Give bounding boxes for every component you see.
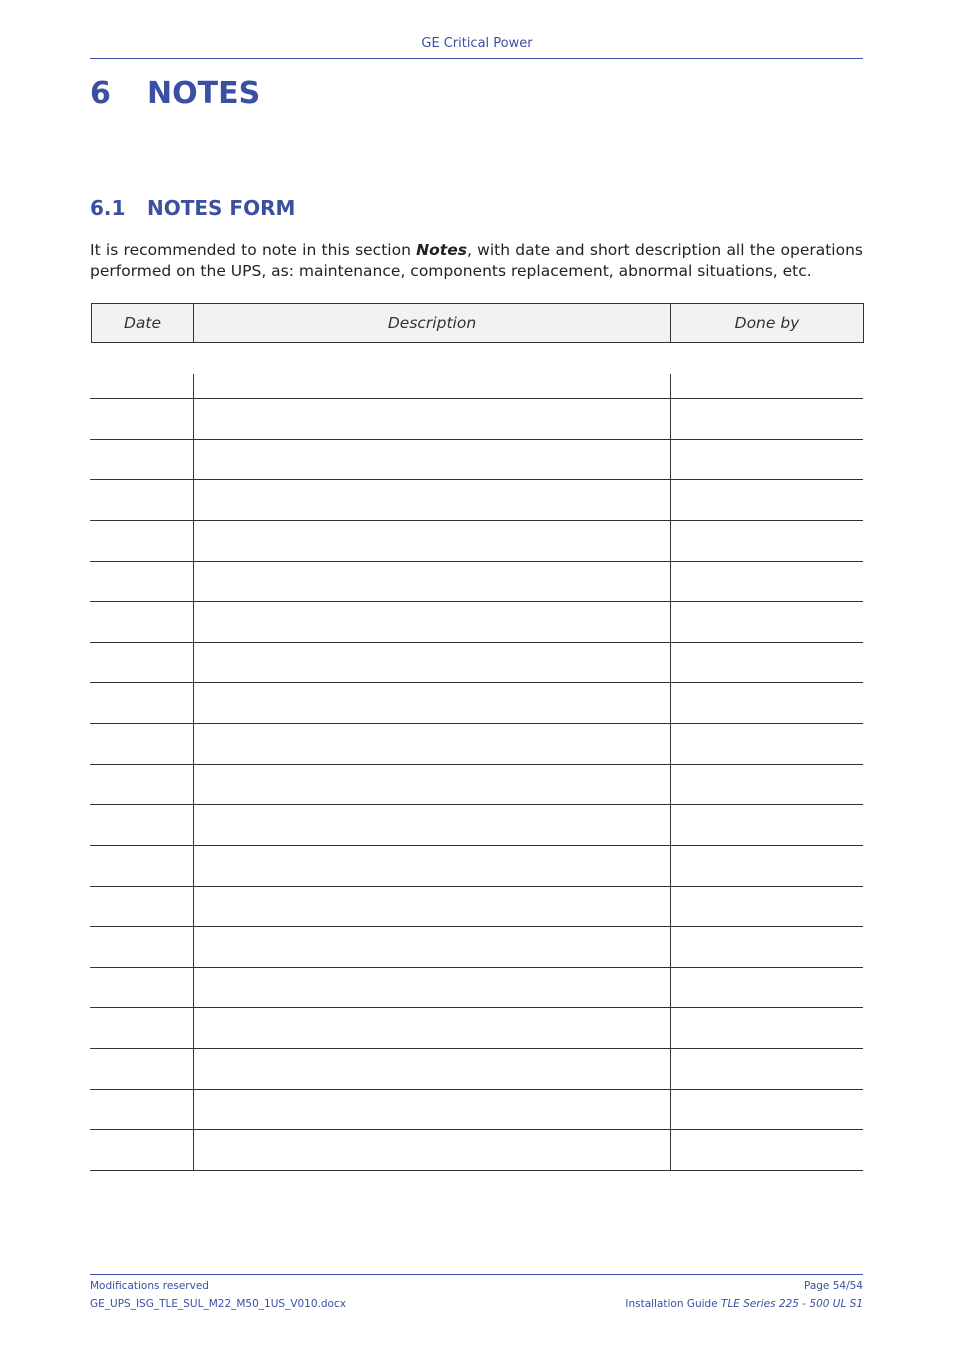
chapter-heading (90, 76, 260, 111)
footer-filename: GE_UPS_ISG_TLE_SUL_M22_M50_1US_V010.docx (90, 1298, 346, 1310)
table-row-line (90, 601, 863, 602)
table-row-line (90, 926, 863, 927)
table-row-line (90, 723, 863, 724)
table-row-line (90, 561, 863, 562)
section-heading (90, 196, 295, 220)
table-row-line (90, 886, 863, 887)
table-row-line (90, 1089, 863, 1090)
table-row-line (90, 1129, 863, 1130)
notes-table-header (91, 303, 864, 343)
table-row-line (90, 764, 863, 765)
grid-divider-description (670, 374, 671, 1171)
header-rule (90, 58, 863, 59)
table-row-line (90, 1170, 863, 1171)
column-header-date: Date (92, 304, 194, 343)
notes-entry-grid (90, 374, 863, 1171)
notes-emphasis: Notes (416, 241, 467, 259)
footer-page-number: Page 54/54 (803, 1280, 863, 1292)
table-row-line (90, 520, 863, 521)
table-row-line (90, 642, 863, 643)
table-row-line (90, 398, 863, 399)
footer-guide-title: Installation Guide TLE Series 225 - 500 UL S1 (625, 1298, 863, 1310)
table-row-line (90, 479, 863, 480)
table-row-line (90, 804, 863, 805)
table-row-line (90, 1007, 863, 1008)
chapter-title: NOTES (147, 76, 261, 111)
ge-logo-text: GE (421, 36, 440, 51)
page-header (0, 36, 954, 51)
section-number: 6.1 (90, 196, 126, 220)
table-row-line (90, 967, 863, 968)
column-header-done-by: Done by (671, 304, 864, 343)
column-header-description: Description (194, 304, 671, 343)
table-row-line (90, 682, 863, 683)
footer-modifications: Modifications reserved (90, 1280, 209, 1292)
intro-paragraph: It is recommended to note in this section Notes, with date and short description all the operations performed on the UPS, as: maintenance, components replacement, abnormal situations, etc. (90, 241, 863, 280)
grid-divider-date (193, 374, 194, 1171)
table-row-line (90, 1048, 863, 1049)
footer-rule (90, 1274, 863, 1275)
section-title: NOTES FORM (147, 196, 296, 220)
chapter-number: 6 (90, 76, 111, 111)
header-title: Critical Power (443, 36, 533, 51)
table-row-line (90, 845, 863, 846)
table-row-line (90, 439, 863, 440)
